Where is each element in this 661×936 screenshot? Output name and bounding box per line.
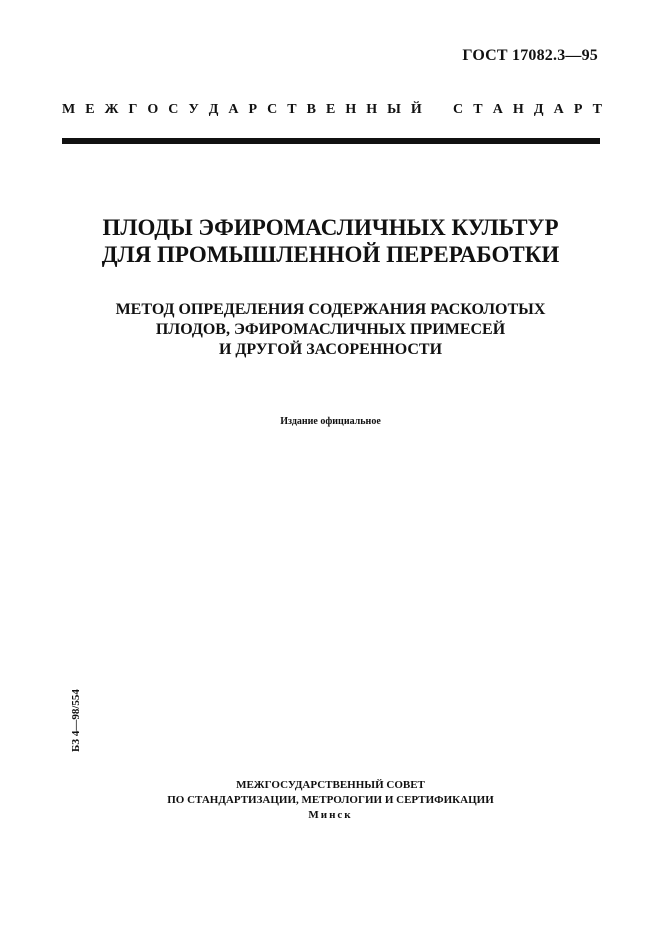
subtitle-line: ПЛОДОВ, ЭФИРОМАСЛИЧНЫХ ПРИМЕСЕЙ	[155, 321, 506, 338]
publisher-city: Минск	[308, 809, 353, 821]
heading-divider	[62, 138, 600, 144]
series-letter: А	[492, 102, 503, 117]
series-letter: А	[553, 102, 564, 117]
series-letter: У	[188, 102, 199, 117]
title-line: ДЛЯ ПРОМЫШЛЕННОЙ ПЕРЕРАБОТКИ	[101, 242, 560, 267]
series-letter: С	[267, 102, 278, 117]
subtitle-line: МЕТОД ОПРЕДЕЛЕНИЯ СОДЕРЖАНИЯ РАСКОЛОТЫХ	[115, 301, 546, 318]
series-word-standard	[453, 102, 602, 118]
series-letter: А	[228, 102, 239, 117]
series-letter: Н	[512, 102, 524, 117]
series-word-interstate	[62, 102, 422, 118]
series-letter: Е	[325, 102, 336, 117]
series-letter: Н	[366, 102, 378, 117]
series-letter: С	[168, 102, 179, 117]
publisher-block	[0, 778, 661, 823]
series-letter: Т	[287, 102, 297, 117]
title-line: ПЛОДЫ ЭФИРОМАСЛИЧНЫХ КУЛЬТУР	[102, 215, 559, 240]
series-letter: Р	[573, 102, 583, 117]
series-letter: Ж	[104, 102, 119, 117]
document-title	[0, 214, 661, 268]
series-letter: Т	[592, 102, 602, 117]
series-letter: Т	[473, 102, 483, 117]
publisher-line: МЕЖГОСУДАРСТВЕННЫЙ СОВЕТ	[236, 779, 425, 791]
standard-series-heading	[62, 102, 602, 118]
standard-code: ГОСТ 17082.3—95	[462, 47, 598, 64]
series-letter: Г	[128, 102, 138, 117]
series-letter: Д	[533, 102, 544, 117]
publisher-line: ПО СТАНДАРТИЗАЦИИ, МЕТРОЛОГИИ И СЕРТИФИКАЦИИ	[167, 794, 494, 806]
series-letter: Р	[248, 102, 258, 117]
series-letter: Н	[345, 102, 357, 117]
edition-note: Издание официальное	[280, 416, 381, 427]
series-letter: О	[147, 102, 159, 117]
series-letter: Д	[208, 102, 219, 117]
series-letter: Е	[85, 102, 95, 117]
series-letter: Й	[410, 102, 422, 117]
series-letter: Ы	[387, 102, 401, 117]
series-letter: М	[62, 102, 76, 117]
subtitle-line: И ДРУГОЙ ЗАСОРЕННОСТИ	[218, 341, 443, 358]
series-letter: С	[453, 102, 464, 117]
side-registration-code: БЗ 4—98/554	[70, 689, 82, 752]
document-subtitle	[0, 300, 661, 360]
series-letter: В	[306, 102, 316, 117]
